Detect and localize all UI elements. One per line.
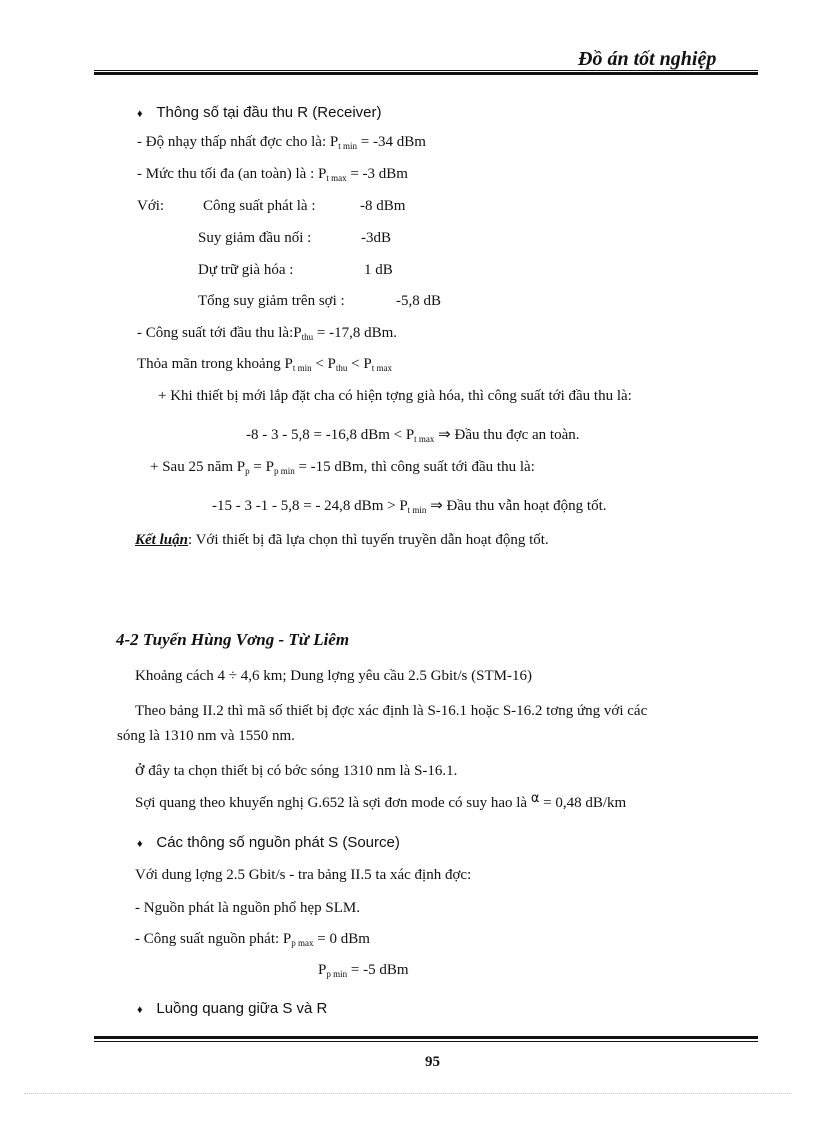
row-value: -5,8 dB [396, 293, 441, 309]
section-p4-text: Sợi quang theo khuyến nghị G.652 là sợi đơn mode có suy hao là [135, 795, 531, 811]
sensitivity-sub: t min [338, 141, 357, 151]
source-l4-text: P [318, 962, 327, 978]
footer-rule-thin [94, 1041, 758, 1042]
conclusion-line [135, 532, 549, 549]
calc1-result: Đầu thu đợc an toàn. [450, 427, 580, 443]
source-l3-text: - Công suất nguồn phát: P [135, 931, 292, 947]
source-l4 [318, 962, 409, 979]
row-value: -3dB [361, 230, 391, 246]
range-sub: t min [292, 363, 312, 373]
max-rx-text: - Mức thu tối đa (an toàn) là : P [137, 166, 327, 182]
row-label: Tổng suy giảm trên sợi : [198, 293, 345, 309]
source-l1: Với dung lợng 2.5 Gbit/s - tra bảng II.5 ta xác định đợc: [135, 867, 472, 883]
power-in-text: - Công suất tới đầu thu là:P [137, 325, 302, 341]
power-in-value: = -17,8 dBm. [313, 325, 397, 341]
range-text: < P [311, 356, 336, 372]
footer-rule-thick [94, 1036, 758, 1039]
section-title: 4-2 Tuyến Hùng Vơng - Từ Liêm [116, 630, 350, 649]
bullet-icon: ♦ [137, 838, 143, 850]
with-label: Với: [137, 198, 165, 214]
section-p2b: sóng là 1310 nm và 1550 nm. [117, 728, 295, 744]
source-l3 [135, 931, 370, 948]
source-heading-line [137, 834, 400, 852]
source-l2: - Nguồn phát là nguồn phổ hẹp SLM. [135, 900, 360, 916]
header-rule-thin [94, 70, 758, 71]
section-p3-text: đây ta chọn thiết bị có bớc sóng 1310 nm là S-16.1. [144, 763, 458, 779]
sensitivity-value: = -34 dBm [356, 134, 426, 150]
source-l4-value: = -5 dBm [347, 962, 409, 978]
case2-text: = -15 dBm, thì công suất tới đầu thu là: [294, 459, 535, 475]
calc2-sub: t min [407, 505, 427, 515]
case2-line [150, 459, 535, 476]
header-title: Đồ án tốt nghiệp [578, 48, 717, 70]
calc1-line [246, 425, 579, 444]
case1-line: + Khi thiết bị mới lắp đặt cha có hiện tợng già hóa, thì công suất tới đầu thu là: [158, 388, 632, 404]
bullet-icon: ♦ [137, 108, 143, 120]
sensitivity-line [137, 134, 426, 151]
section-p2a: Theo bảng II.2 thì mã số thiết bị đợc xác định là S-16.1 hoặc S-16.2 tơng ứng với các [135, 703, 648, 719]
bullet-icon: ♦ [137, 1004, 143, 1016]
calc2-text: -15 - 3 -1 - 5,8 = - 24,8 dBm > P [212, 498, 408, 514]
max-rx-line [137, 166, 408, 183]
source-heading: Các thông số nguồn phát S (Source) [156, 834, 400, 851]
row-value: 1 dB [364, 262, 393, 278]
receiver-heading: Thông số tại đầu thu R (Receiver) [156, 104, 382, 121]
receiver-heading-line [137, 104, 382, 122]
calc2-result: Đầu thu vẫn hoạt động tốt. [442, 498, 607, 514]
row-label: Suy giảm đầu nối : [198, 230, 312, 246]
range-text: Thỏa mãn trong khoảng P [137, 356, 293, 372]
section-p4 [135, 791, 627, 812]
source-l3-sub: p max [291, 938, 314, 948]
source-l4-sub: p min [326, 969, 348, 979]
case2-text: = P [249, 459, 274, 475]
range-sub: thu [335, 363, 348, 373]
source-l3-value: = 0 dBm [313, 931, 370, 947]
header-rule-thick [94, 72, 758, 75]
section-p1: Khoảng cách 4 ÷ 4,6 km; Dung lợng yêu cầu 2.5 Gbit/s (STM-16) [135, 668, 532, 684]
power-in-line [137, 325, 397, 342]
power-in-sub: thu [301, 332, 314, 342]
case2-sub: p [245, 466, 250, 476]
range-text: < P [347, 356, 372, 372]
row-label: Công suất phát là : [203, 198, 316, 214]
case2-text: + Sau 25 năm P [150, 459, 246, 475]
conclusion-label: Kết luận [135, 532, 188, 548]
row-value: -8 dBm [360, 198, 406, 214]
section-p3-lead: ở [135, 759, 145, 779]
implies-icon: ⇒ [438, 425, 451, 443]
section-p4-value: = 0,48 dB/km [539, 795, 627, 811]
calc2-line [212, 496, 607, 515]
page-bottom-dotted-line [24, 1093, 792, 1094]
case2-sub: p min [273, 466, 295, 476]
alpha-symbol: α [530, 791, 540, 806]
row-label: Dự trữ già hóa : [198, 262, 294, 278]
calc1-text: -8 - 3 - 5,8 = -16,8 dBm < P [246, 427, 415, 443]
range-line [137, 356, 392, 373]
sensitivity-text: - Độ nhạy thấp nhất đợc cho là: P [137, 134, 339, 150]
calc1-sub: t max [414, 434, 435, 444]
max-rx-value: = -3 dBm [346, 166, 408, 182]
implies-icon: ⇒ [430, 496, 443, 514]
conclusion-text: : Với thiết bị đã lựa chọn thì tuyến truyền dẫn hoạt động tốt. [187, 532, 549, 548]
max-rx-sub: t max [326, 173, 347, 183]
page-number: 95 [425, 1054, 440, 1070]
range-sub: t max [371, 363, 392, 373]
path-heading: Luồng quang giữa S và R [156, 1000, 328, 1017]
path-heading-line [137, 1000, 327, 1018]
section-p3 [135, 759, 457, 780]
